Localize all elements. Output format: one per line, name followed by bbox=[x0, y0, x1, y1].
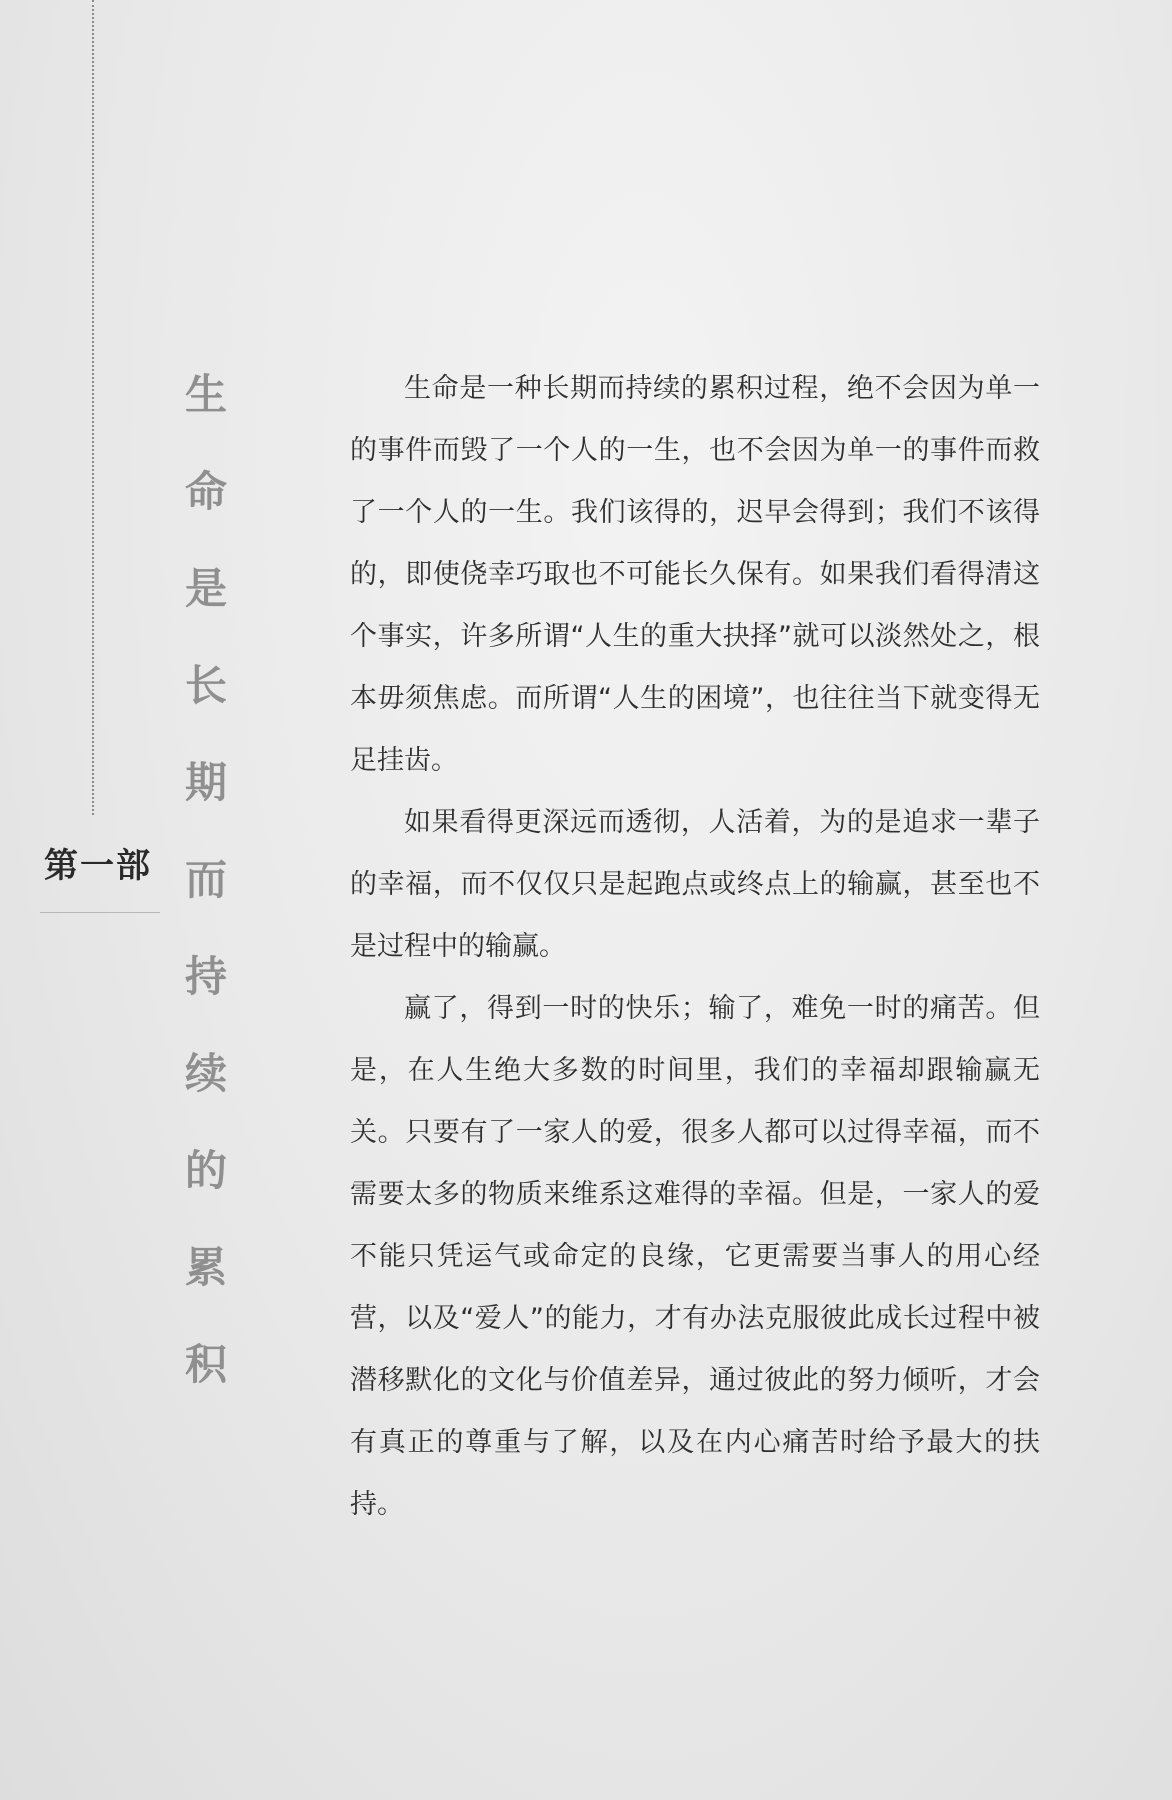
dotted-margin-rule bbox=[92, 0, 94, 815]
part-label: 第一部 bbox=[44, 846, 152, 886]
part-underline bbox=[40, 912, 160, 913]
paragraph-3: 赢了，得到一时的快乐；输了，难免一时的痛苦。但是，在人生绝大多数的时间里，我们的幸福却跟输赢无关。只要有了一家人的爱，很多人都可以过得幸福，而不需要太多的物质来维系这难得的幸福。但是，一家人的爱不能只凭运气或命定的良缘，它更需要当事人的用心经营，以及“爱人”的能力，才有办法克服彼此成长过程中被潜移默化的文化与价值差异，通过彼此的努力倾听，才会有真正的尊重与了解，以及在内心痛苦时给予最大的扶持。 bbox=[350, 993, 1040, 1520]
chapter-title: 生命是长期而持续的累积 bbox=[179, 372, 228, 1439]
body-text bbox=[350, 358, 1040, 1536]
paragraph-2: 如果看得更深远而透彻，人活着，为的是追求一辈子的幸福，而不仅仅只是起跑点或终点上的输赢，甚至也不是过程中的输赢。 bbox=[350, 807, 1040, 962]
paragraph-1: 生命是一种长期而持续的累积过程，绝不会因为单一的事件而毁了一个人的一生，也不会因为单一的事件而救了一个人的一生。我们该得的，迟早会得到；我们不该得的，即使侥幸巧取也不可能长久保有。如果我们看得清这个事实，许多所谓“人生的重大抉择”就可以淡然处之，根本毋须焦虑。而所谓“人生的困境”，也往往当下就变得无足挂齿。 bbox=[350, 373, 1040, 776]
